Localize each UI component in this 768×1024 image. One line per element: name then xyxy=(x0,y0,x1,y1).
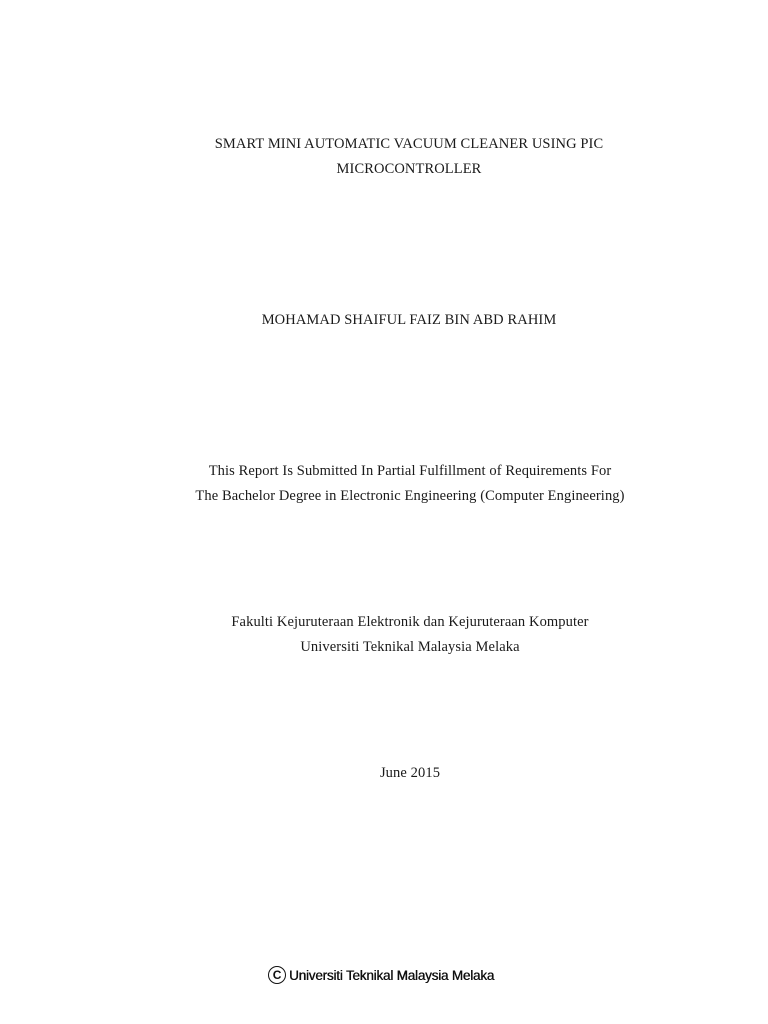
university-line: Universiti Teknikal Malaysia Melaka xyxy=(300,639,520,655)
title-line: MICROCONTROLLER xyxy=(336,161,482,177)
copyright-icon: C xyxy=(268,966,286,984)
statement-line: The Bachelor Degree in Electronic Engineering (Computer Engineering) xyxy=(195,488,625,504)
title-line: SMART MINI AUTOMATIC VACUUM CLEANER USING PIC xyxy=(214,136,604,152)
submission-date xyxy=(26,761,768,786)
footer-text: Universiti Teknikal Malaysia Melaka xyxy=(289,967,495,983)
date-line: June 2015 xyxy=(379,765,441,781)
author-line: MOHAMAD SHAIFUL FAIZ BIN ABD RAHIM xyxy=(261,312,557,328)
copyright-footer xyxy=(268,963,494,987)
faculty-info xyxy=(26,610,768,660)
faculty-line: Fakulti Kejuruteraan Elektronik dan Kejuruteraan Komputer xyxy=(231,614,589,630)
submission-statement xyxy=(26,459,768,509)
report-title xyxy=(25,132,768,182)
author-name xyxy=(25,308,768,333)
statement-line: This Report Is Submitted In Partial Fulfillment of Requirements For xyxy=(208,463,612,479)
